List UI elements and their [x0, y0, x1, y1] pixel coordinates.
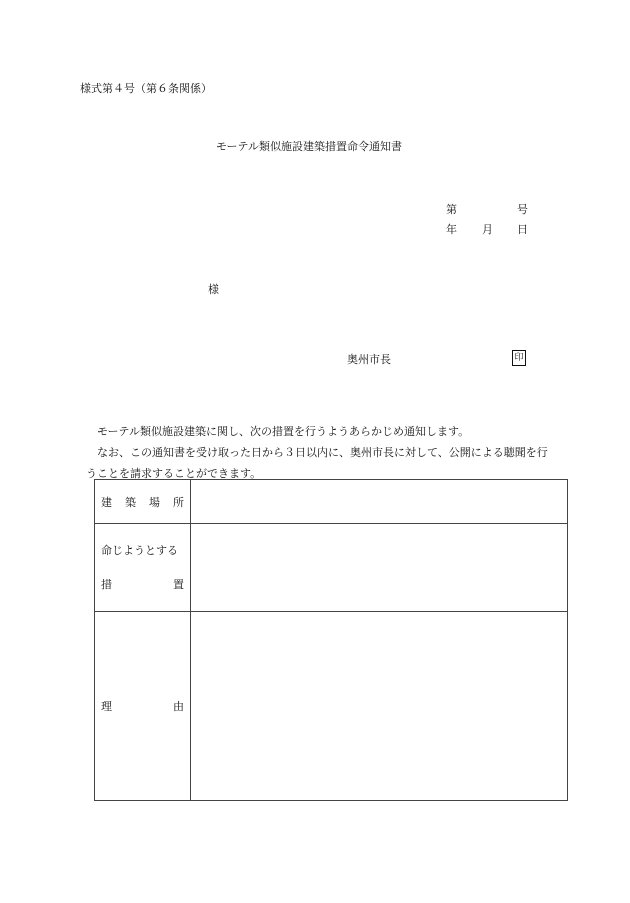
reason-value[interactable]	[191, 612, 568, 801]
document-title: モーテル類似施設建築措置命令通知書	[216, 140, 403, 153]
notice-paragraph-1: モーテル類似施設建築に関し、次の措置を行うようあらかじめ通知します。	[97, 425, 470, 438]
table-row-ordered-measures	[95, 524, 568, 612]
reason-char-2: 由	[173, 700, 184, 713]
table-row-reason	[95, 612, 568, 801]
addressee-honorific: 様	[208, 283, 219, 296]
date-month-label: 月	[482, 223, 493, 236]
table-row-building-site	[95, 480, 568, 524]
measures-char-2: 置	[173, 577, 184, 591]
building-site-char-2: 築	[125, 495, 136, 509]
issuer-name: 奥州市長	[347, 353, 391, 366]
notice-body	[86, 421, 556, 484]
building-site-value[interactable]	[191, 480, 568, 524]
ordered-measures-line-2	[95, 568, 190, 602]
date-year-label: 年	[446, 223, 457, 236]
notice-paragraph-2: なお、この通知書を受け取った日から３日以内に、奥州市長に対して、公開による聴聞を行うことを請求することができます。	[86, 446, 548, 480]
building-site-char-3: 場	[149, 495, 160, 509]
form-number-label: 様式第４号（第６条関係）	[80, 82, 212, 95]
date-day-label: 日	[517, 223, 528, 236]
building-site-char-1: 建	[101, 495, 112, 509]
details-table	[94, 479, 568, 801]
ordered-measures-label	[95, 524, 191, 612]
reason-char-1: 理	[101, 700, 112, 713]
ordered-measures-value[interactable]	[191, 524, 568, 612]
building-site-label	[95, 480, 191, 524]
document-number-suffix: 号	[517, 203, 528, 216]
document-number-prefix: 第	[446, 203, 457, 216]
measures-char-1: 措	[101, 577, 112, 591]
building-site-char-4: 所	[173, 495, 184, 509]
seal-mark: 印	[512, 350, 526, 366]
reason-label	[95, 612, 191, 801]
ordered-measures-line-1: 命じようとする	[101, 543, 178, 557]
